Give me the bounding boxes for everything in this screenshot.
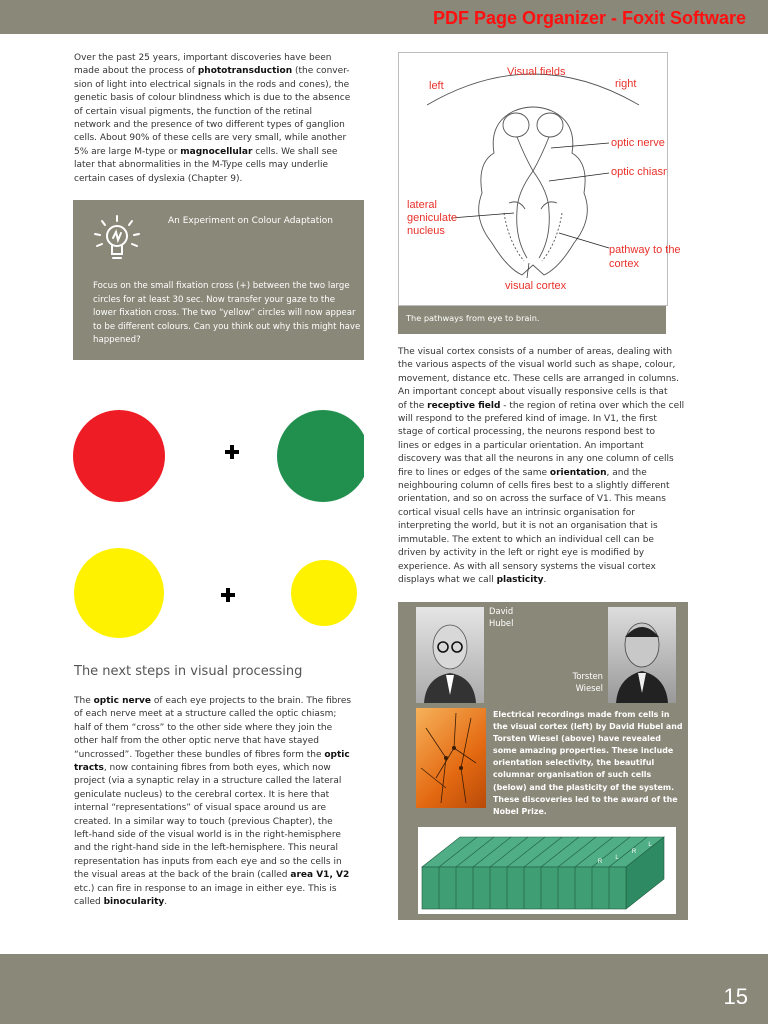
experiment-text: Focus on the small fixation cross (+) between the two large circles for at least 30 sec. Now transfer your gaze to the lower fixation cross. The two “yellow” circles will now appear to be different colours. Can you think out why this might have happened? [93,281,361,346]
yellow-circle-left [74,548,164,638]
label-optic-chiasm: optic chiasm [611,166,667,178]
header-title: PDF Page Organizer - Foxit Software [432,8,746,28]
column-letter: L [648,842,652,848]
cortex-cells-photo [416,708,486,808]
label-right: right [615,78,637,90]
lower-fixation-cross [221,588,235,602]
green-circle [277,410,364,502]
wiesel-photo [608,607,676,703]
label-visual-fields: Visual fields [507,66,566,78]
visual-cortex-paragraph: The visual cortex consists of a number of areas, dealing with the various aspects of the visual world such as shape, colour, movement, distance etc. These cells are arranged in columns. An important concept about visually responsive cells is that of the receptive field - the region of retina over which the cell will respond to the prefered kind of image. In V1, the first stage of cortical processing, the neurons respond best to lines or edges in a particular orientation. An important discovery was that all the neurons in any one column of cells fire to lines or edges of the same orientation, and the neighbouring column of cells fires best to a slightly different orientation, and so on across the surface of V1. This means cortical visual cells have an intrinsic organisation for interpreting the world, but it is not an organisation that is immutable. The extent to which an individual cell can be driven by activity in the left or right eye is modified by experience. As with all sensory systems the visual cortex displays what we call plasticity. [398,347,685,585]
experiment-title: An Experiment on Colour Adaptation [168,216,333,226]
red-circle [73,410,165,502]
header-bar [0,0,768,34]
hubel-label: David Hubel [489,606,514,628]
visual-processing-paragraph: The optic nerve of each eye projects to the brain. The fibres of each nerve meet at a structure called the optic chiasm; half of them “cross” to the other side where they join the other half from the other optic nerve that have stayed “uncrossed”. Together these bundles of fibres form the optic tracts, now containing fibres from both eyes, which now project (via a synaptic relay in a structure called the lateral geniculate nucleus) to the cerebral cortex. It is here that internal “representations” of visual space around us are created. In a similar way to touch (previous Chapter), the left-hand side of the visual world is in the right-hemisphere and the right-hand side in the left-hemisphere. This neural representation has inputs from each eye and so the cells in the visual areas at the back of the brain (called area V1, V2 etc.) can fire in response to an image in either eye. This is called binocularity. [74,696,352,908]
footer-bar [0,954,768,1024]
column-letter: L [615,855,619,861]
upper-fixation-cross [225,445,239,459]
nobel-text: Electrical recordings made from cells in the visual cortex (left) by David Hubel and Torsten Wiesel (above) have revealed some amazing properties. These include orientation selectivity, the beautiful columnar organisation of such cells (below) and the plasticity of the system. These discoveries led to the award of the Nobel Prize. [493,710,683,816]
intro-paragraph: Over the past 25 years, important discoveries have been made about the process of phototransduction (the conver- sion of light into electrical signals in the rods and cones), the genetic basis of colour blindness which is due to the absence of certain visual pigments, the function of the retinal network and the presence of two different types of ganglion cells. About 90% of these cells are very small, while another 5% are large M-type or magnocellular cells. We shall see later that abnormalities in the M-Type cells may underlie certain cases of dyslexia (Chapter 9). [74,53,351,184]
experiment-panel [73,200,364,360]
page-number: 15 [723,984,748,1009]
hubel-photo [416,607,484,703]
column-letter: R [631,849,637,855]
column-letter: R [597,859,603,865]
label-visual-cortex: visual cortex [505,280,567,292]
brain-caption [398,306,666,334]
label-pathway: pathway to the cortex [609,244,681,270]
label-left: left [429,80,444,92]
section-heading: The next steps in visual processing [74,664,303,679]
brain-pathways-figure [398,52,681,306]
label-optic-nerve: optic nerve [611,137,665,149]
lightbulb-icon [89,212,147,266]
nobel-panel [398,602,688,920]
cortical-columns-figure [418,827,676,914]
label-lateral-geniculate: lateral geniculate nucleus [407,199,458,237]
yellow-circle-right [291,560,357,626]
brain-caption-text: The pathways from eye to brain. [406,313,540,323]
wiesel-label: Torsten Wiesel [572,671,603,693]
colour-adaptation-figure [73,360,364,650]
